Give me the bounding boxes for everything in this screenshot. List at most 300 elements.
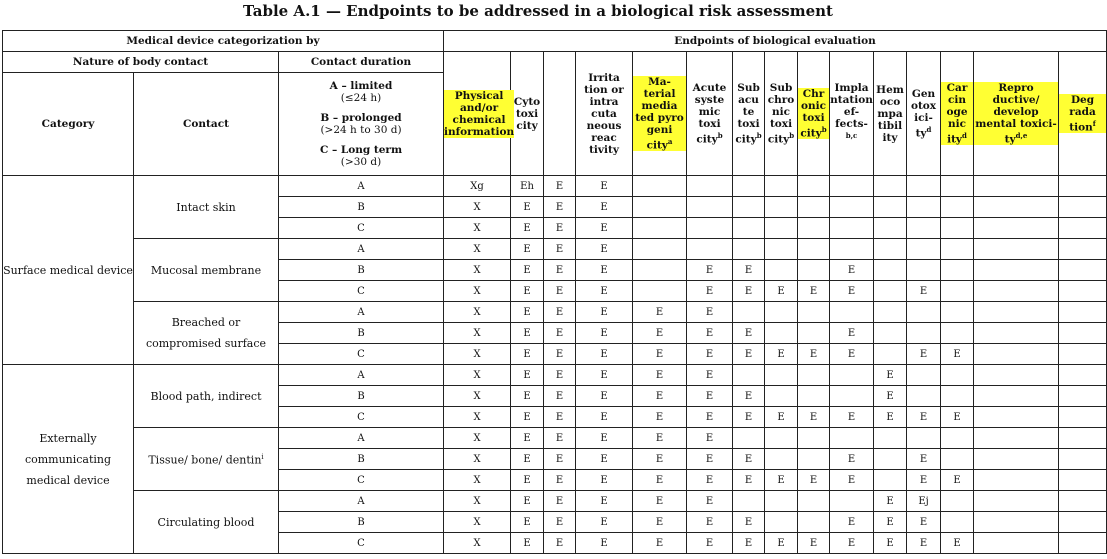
endpoint-cell: E [576, 176, 633, 197]
endpoint-cell [974, 512, 1059, 533]
endpoint-cell: E [733, 407, 765, 428]
endpoint-cell: X [444, 491, 511, 512]
endpoint-cell: E [511, 344, 544, 365]
endpoint-cell: E [544, 449, 576, 470]
endpoint-cell [874, 323, 907, 344]
endpoint-cell [798, 386, 830, 407]
endpoint-cell [974, 197, 1059, 218]
endpoint-cell [798, 512, 830, 533]
endpoint-label: Repro ductive/ develop mental toxici- ty$^{d,e}$ [975, 81, 1057, 146]
endpoint-cell [1059, 449, 1107, 470]
contact-cell [134, 365, 279, 428]
endpoint-cell: E [511, 449, 544, 470]
endpoint-label: Impla ntation ef- fects-$^{b,c}$ [830, 81, 873, 140]
endpoint-cell: E [687, 365, 733, 386]
endpoint-cell [874, 344, 907, 365]
endpoint-cell [874, 302, 907, 323]
endpoint-cell [874, 281, 907, 302]
endpoint-footnote: d [962, 130, 967, 140]
endpoint-cell [874, 239, 907, 260]
endpoint-cell [874, 428, 907, 449]
endpoint-header-9 [830, 52, 874, 176]
endpoint-cell: E [687, 260, 733, 281]
endpoint-cell: E [576, 260, 633, 281]
endpoint-cell: E [907, 470, 941, 491]
duration-cell: B [279, 323, 444, 344]
endpoint-header-4 [633, 52, 687, 176]
endpoint-cell: E [733, 260, 765, 281]
endpoint-cell: E [874, 533, 907, 554]
endpoint-cell: E [941, 407, 974, 428]
endpoint-cell [1059, 344, 1107, 365]
endpoint-cell [1059, 533, 1107, 554]
endpoint-cell: Xg [444, 176, 511, 197]
table-body [3, 176, 1107, 554]
endpoint-cell: E [633, 512, 687, 533]
endpoint-cell [1059, 260, 1107, 281]
endpoint-cell: E [907, 449, 941, 470]
endpoint-cell [765, 449, 798, 470]
endpoint-cell: E [941, 470, 974, 491]
contact-cell [134, 302, 279, 365]
endpoints-group-header: Endpoints of biological evaluation [444, 31, 1107, 52]
endpoint-cell: X [444, 512, 511, 533]
contact-cell [134, 239, 279, 302]
endpoint-cell [1059, 512, 1107, 533]
endpoint-cell: E [576, 239, 633, 260]
endpoint-cell: Eh [511, 176, 544, 197]
endpoint-cell: E [733, 512, 765, 533]
endpoint-cell: X [444, 428, 511, 449]
endpoint-cell [1059, 239, 1107, 260]
duration-cell: C [279, 218, 444, 239]
endpoint-cell: E [576, 386, 633, 407]
endpoint-cell: E [576, 281, 633, 302]
duration-b-range: (>24 h to 30 d) [320, 124, 402, 136]
endpoint-cell: E [765, 533, 798, 554]
endpoint-cell [830, 428, 874, 449]
endpoint-cell [633, 197, 687, 218]
endpoint-cell: E [687, 302, 733, 323]
endpoint-cell: E [544, 323, 576, 344]
endpoint-footnote: b [789, 130, 795, 140]
endpoint-cell [687, 218, 733, 239]
endpoint-cell: E [687, 407, 733, 428]
endpoint-label: Sub acu te toxi city$^b$ [735, 81, 762, 146]
endpoint-cell [1059, 365, 1107, 386]
endpoint-cell [907, 218, 941, 239]
endpoint-cell [798, 260, 830, 281]
duration-legend [279, 73, 444, 176]
duration-cell: C [279, 344, 444, 365]
category-cell: Externally communicating medical device [3, 365, 134, 554]
endpoint-cell [733, 239, 765, 260]
endpoint-cell: X [444, 302, 511, 323]
endpoint-cell [798, 449, 830, 470]
endpoint-cell: E [633, 302, 687, 323]
endpoint-cell: E [765, 344, 798, 365]
endpoint-cell: E [544, 197, 576, 218]
endpoint-cell [941, 491, 974, 512]
contact-footnote: i [261, 453, 264, 462]
endpoint-cell: E [907, 512, 941, 533]
endpoint-cell: E [874, 386, 907, 407]
contact-label: Tissue/ bone/ dentin [148, 453, 262, 467]
endpoint-cell: E [798, 344, 830, 365]
endpoint-cell [907, 302, 941, 323]
endpoint-cell: E [830, 533, 874, 554]
endpoint-cell: E [544, 344, 576, 365]
endpoint-label: Gen otox ici- $ty^d$ [910, 87, 937, 140]
endpoint-cell [874, 197, 907, 218]
endpoint-cell [798, 176, 830, 197]
endpoint-cell: E [544, 176, 576, 197]
endpoint-cell: E [687, 449, 733, 470]
duration-c: C – Long term [319, 144, 403, 156]
endpoint-cell [1059, 218, 1107, 239]
endpoint-cell: X [444, 281, 511, 302]
endpoint-footnote: d,e [1015, 130, 1028, 140]
contact-label: Mucosal membrane [150, 263, 262, 277]
endpoint-cell [974, 176, 1059, 197]
endpoint-cell: X [444, 323, 511, 344]
endpoint-cell [733, 218, 765, 239]
endpoint-cell [830, 176, 874, 197]
endpoint-cell: E [733, 533, 765, 554]
table-row [3, 176, 1107, 197]
endpoint-cell [907, 386, 941, 407]
endpoint-cell [830, 386, 874, 407]
endpoint-cell [974, 449, 1059, 470]
endpoint-cell: E [544, 386, 576, 407]
endpoint-cell: E [544, 533, 576, 554]
endpoint-cell [907, 197, 941, 218]
endpoint-cell [941, 302, 974, 323]
endpoint-cell [830, 302, 874, 323]
endpoint-cell [941, 197, 974, 218]
endpoint-cell [733, 365, 765, 386]
endpoint-cell: E [633, 323, 687, 344]
endpoint-cell: E [907, 281, 941, 302]
endpoint-cell [633, 176, 687, 197]
endpoint-cell [633, 239, 687, 260]
endpoint-cell: X [444, 533, 511, 554]
endpoint-cell [941, 512, 974, 533]
endpoint-cell: E [687, 491, 733, 512]
endpoint-cell: E [874, 512, 907, 533]
endpoint-cell: E [633, 386, 687, 407]
endpoint-cell [633, 260, 687, 281]
endpoint-cell: E [798, 533, 830, 554]
endpoint-label: Hem oco mpa tibil ity [876, 83, 904, 144]
endpoint-header-12 [941, 52, 974, 176]
endpoint-cell: E [633, 491, 687, 512]
endpoint-cell: E [576, 512, 633, 533]
endpoint-cell [830, 491, 874, 512]
endpoint-header-5 [687, 52, 733, 176]
endpoint-cell: E [830, 407, 874, 428]
endpoint-cell [941, 260, 974, 281]
endpoint-cell: X [444, 197, 511, 218]
endpoint-cell: E [687, 470, 733, 491]
endpoint-footnote: d [926, 124, 932, 134]
endpoint-cell: E [544, 407, 576, 428]
endpoint-cell: E [511, 512, 544, 533]
endpoint-cell [941, 323, 974, 344]
endpoint-cell [798, 491, 830, 512]
endpoint-cell: E [511, 239, 544, 260]
duration-cell: C [279, 407, 444, 428]
endpoint-cell [765, 239, 798, 260]
endpoint-cell: E [907, 533, 941, 554]
table-title: Table A.1 — Endpoints to be addressed in a biological risk assessment [243, 2, 833, 20]
endpoint-cell: E [576, 407, 633, 428]
endpoint-cell: E [733, 470, 765, 491]
duration-cell: B [279, 197, 444, 218]
endpoint-cell: E [687, 386, 733, 407]
endpoint-cell [687, 197, 733, 218]
endpoint-cell: E [733, 449, 765, 470]
endpoint-cell [974, 239, 1059, 260]
endpoint-cell [974, 302, 1059, 323]
endpoint-cell: E [511, 470, 544, 491]
endpoint-cell [830, 239, 874, 260]
duration-cell: B [279, 512, 444, 533]
endpoint-cell [874, 176, 907, 197]
category-cell: Surface medical device [3, 176, 134, 365]
endpoint-cell: E [733, 323, 765, 344]
endpoint-label: Physical and/or chemical information [444, 89, 515, 138]
endpoint-cell: E [511, 197, 544, 218]
endpoint-cell: E [633, 470, 687, 491]
contact-header: Contact [134, 73, 279, 176]
endpoint-cell [907, 239, 941, 260]
endpoint-cell: E [511, 218, 544, 239]
endpoint-footnote: b [756, 130, 762, 140]
endpoint-cell [974, 386, 1059, 407]
endpoint-footnote: b,c [845, 130, 858, 140]
duration-cell: C [279, 533, 444, 554]
endpoint-cell [974, 218, 1059, 239]
endpoint-cell: E [907, 407, 941, 428]
endpoint-cell [798, 365, 830, 386]
endpoint-cell [765, 512, 798, 533]
endpoints-table [2, 30, 1107, 554]
table-row [3, 302, 1107, 323]
endpoint-cell [941, 239, 974, 260]
duration-cell: B [279, 260, 444, 281]
endpoint-cell [830, 218, 874, 239]
endpoint-cell [974, 407, 1059, 428]
endpoint-cell [907, 176, 941, 197]
endpoint-cell [974, 281, 1059, 302]
endpoint-cell [1059, 491, 1107, 512]
endpoint-cell [941, 428, 974, 449]
endpoint-cell [907, 260, 941, 281]
endpoint-cell [733, 491, 765, 512]
endpoint-cell: E [941, 344, 974, 365]
endpoint-cell: E [830, 281, 874, 302]
endpoint-label: Acute syste mic toxi city$^b$ [692, 81, 727, 146]
endpoint-cell [874, 218, 907, 239]
endpoint-label: Cyto toxi city [513, 95, 541, 132]
endpoint-cell [941, 365, 974, 386]
endpoint-cell [1059, 176, 1107, 197]
endpoint-cell: X [444, 386, 511, 407]
endpoint-cell [765, 365, 798, 386]
endpoint-header-11 [907, 52, 941, 176]
endpoint-cell: E [765, 470, 798, 491]
endpoint-cell [1059, 470, 1107, 491]
endpoint-cell [907, 323, 941, 344]
endpoint-cell: E [633, 533, 687, 554]
endpoint-cell: E [633, 407, 687, 428]
endpoint-cell [874, 449, 907, 470]
endpoint-header-1 [511, 52, 544, 176]
endpoint-cell: E [576, 197, 633, 218]
endpoint-footnote: a [667, 136, 673, 146]
endpoint-cell: X [444, 260, 511, 281]
duration-cell: C [279, 281, 444, 302]
endpoint-cell: E [687, 428, 733, 449]
category-header: Category [3, 73, 134, 176]
endpoint-cell: X [444, 470, 511, 491]
endpoint-cell: E [765, 281, 798, 302]
endpoint-cell: E [576, 302, 633, 323]
endpoint-cell [765, 323, 798, 344]
endpoint-cell: E [798, 470, 830, 491]
endpoint-header-6 [733, 52, 765, 176]
endpoint-cell: E [511, 323, 544, 344]
endpoint-cell: E [733, 344, 765, 365]
endpoint-cell [1059, 281, 1107, 302]
endpoint-cell: Ej [907, 491, 941, 512]
endpoint-cell: E [544, 512, 576, 533]
duration-cell: B [279, 386, 444, 407]
endpoint-cell: E [544, 491, 576, 512]
endpoint-cell [687, 176, 733, 197]
endpoint-cell: X [444, 365, 511, 386]
duration-header: Contact duration [279, 52, 444, 73]
table-row [3, 491, 1107, 512]
endpoint-cell: E [798, 407, 830, 428]
endpoint-cell: E [576, 344, 633, 365]
duration-c-range: (>30 d) [340, 156, 382, 168]
endpoint-cell: X [444, 407, 511, 428]
endpoint-cell: X [444, 449, 511, 470]
endpoint-cell: E [576, 470, 633, 491]
endpoint-cell [765, 176, 798, 197]
endpoint-cell [941, 281, 974, 302]
endpoint-cell: E [576, 533, 633, 554]
endpoint-cell: E [511, 533, 544, 554]
endpoint-cell [765, 260, 798, 281]
table-row [3, 428, 1107, 449]
duration-cell: A [279, 302, 444, 323]
endpoint-cell [941, 176, 974, 197]
endpoint-cell [733, 302, 765, 323]
endpoint-cell [974, 428, 1059, 449]
endpoint-cell [1059, 386, 1107, 407]
endpoint-header-10 [874, 52, 907, 176]
endpoint-cell [733, 176, 765, 197]
endpoint-cell [941, 386, 974, 407]
endpoint-cell: E [830, 344, 874, 365]
endpoint-header-14 [1059, 52, 1107, 176]
table-row [3, 365, 1107, 386]
nature-header: Nature of body contact [3, 52, 279, 73]
endpoint-cell: E [798, 281, 830, 302]
endpoint-cell [874, 470, 907, 491]
endpoint-header-3 [576, 52, 633, 176]
endpoint-cell [633, 281, 687, 302]
endpoint-cell: E [830, 512, 874, 533]
endpoint-cell: E [874, 407, 907, 428]
endpoint-cell [798, 239, 830, 260]
endpoint-cell: E [733, 386, 765, 407]
table-row [3, 239, 1107, 260]
contact-label: Blood path, indirect [150, 389, 262, 403]
endpoint-footnote: b [821, 124, 827, 134]
endpoint-cell [798, 323, 830, 344]
duration-b: B – prolonged [320, 112, 402, 124]
endpoint-cell [798, 197, 830, 218]
endpoint-cell [874, 260, 907, 281]
duration-cell: A [279, 491, 444, 512]
endpoint-cell [633, 218, 687, 239]
endpoint-cell [798, 218, 830, 239]
endpoint-cell: E [511, 428, 544, 449]
endpoint-cell: E [576, 365, 633, 386]
endpoint-cell [907, 428, 941, 449]
endpoint-cell [1059, 428, 1107, 449]
endpoint-cell: E [511, 302, 544, 323]
endpoint-cell: E [687, 281, 733, 302]
endpoint-cell: E [830, 260, 874, 281]
endpoint-cell: E [511, 365, 544, 386]
endpoint-footnote: f [1092, 118, 1096, 128]
endpoint-cell: E [633, 365, 687, 386]
endpoint-cell: E [941, 533, 974, 554]
endpoint-cell [974, 491, 1059, 512]
endpoint-cell [765, 302, 798, 323]
endpoint-cell: E [907, 344, 941, 365]
contact-cell [134, 176, 279, 239]
endpoint-cell [765, 197, 798, 218]
endpoint-cell [941, 449, 974, 470]
endpoint-cell: E [511, 281, 544, 302]
endpoint-cell: E [511, 386, 544, 407]
endpoint-cell [830, 197, 874, 218]
endpoint-cell: X [444, 344, 511, 365]
endpoint-cell: E [544, 365, 576, 386]
endpoint-cell: X [444, 218, 511, 239]
duration-cell: A [279, 365, 444, 386]
endpoint-cell: E [733, 281, 765, 302]
endpoint-cell: E [576, 323, 633, 344]
contact-cell [134, 428, 279, 491]
endpoint-header-2 [544, 52, 576, 176]
endpoint-cell: E [830, 449, 874, 470]
endpoint-cell [733, 428, 765, 449]
endpoint-label: Ma- terial media ted pyro geni city$^a$ [633, 76, 686, 152]
endpoint-label: Deg rada tion$^f$ [1059, 94, 1106, 134]
endpoint-cell: E [830, 323, 874, 344]
duration-cell: C [279, 470, 444, 491]
endpoint-header-13 [974, 52, 1059, 176]
endpoint-cell [974, 470, 1059, 491]
endpoint-cell: E [830, 470, 874, 491]
